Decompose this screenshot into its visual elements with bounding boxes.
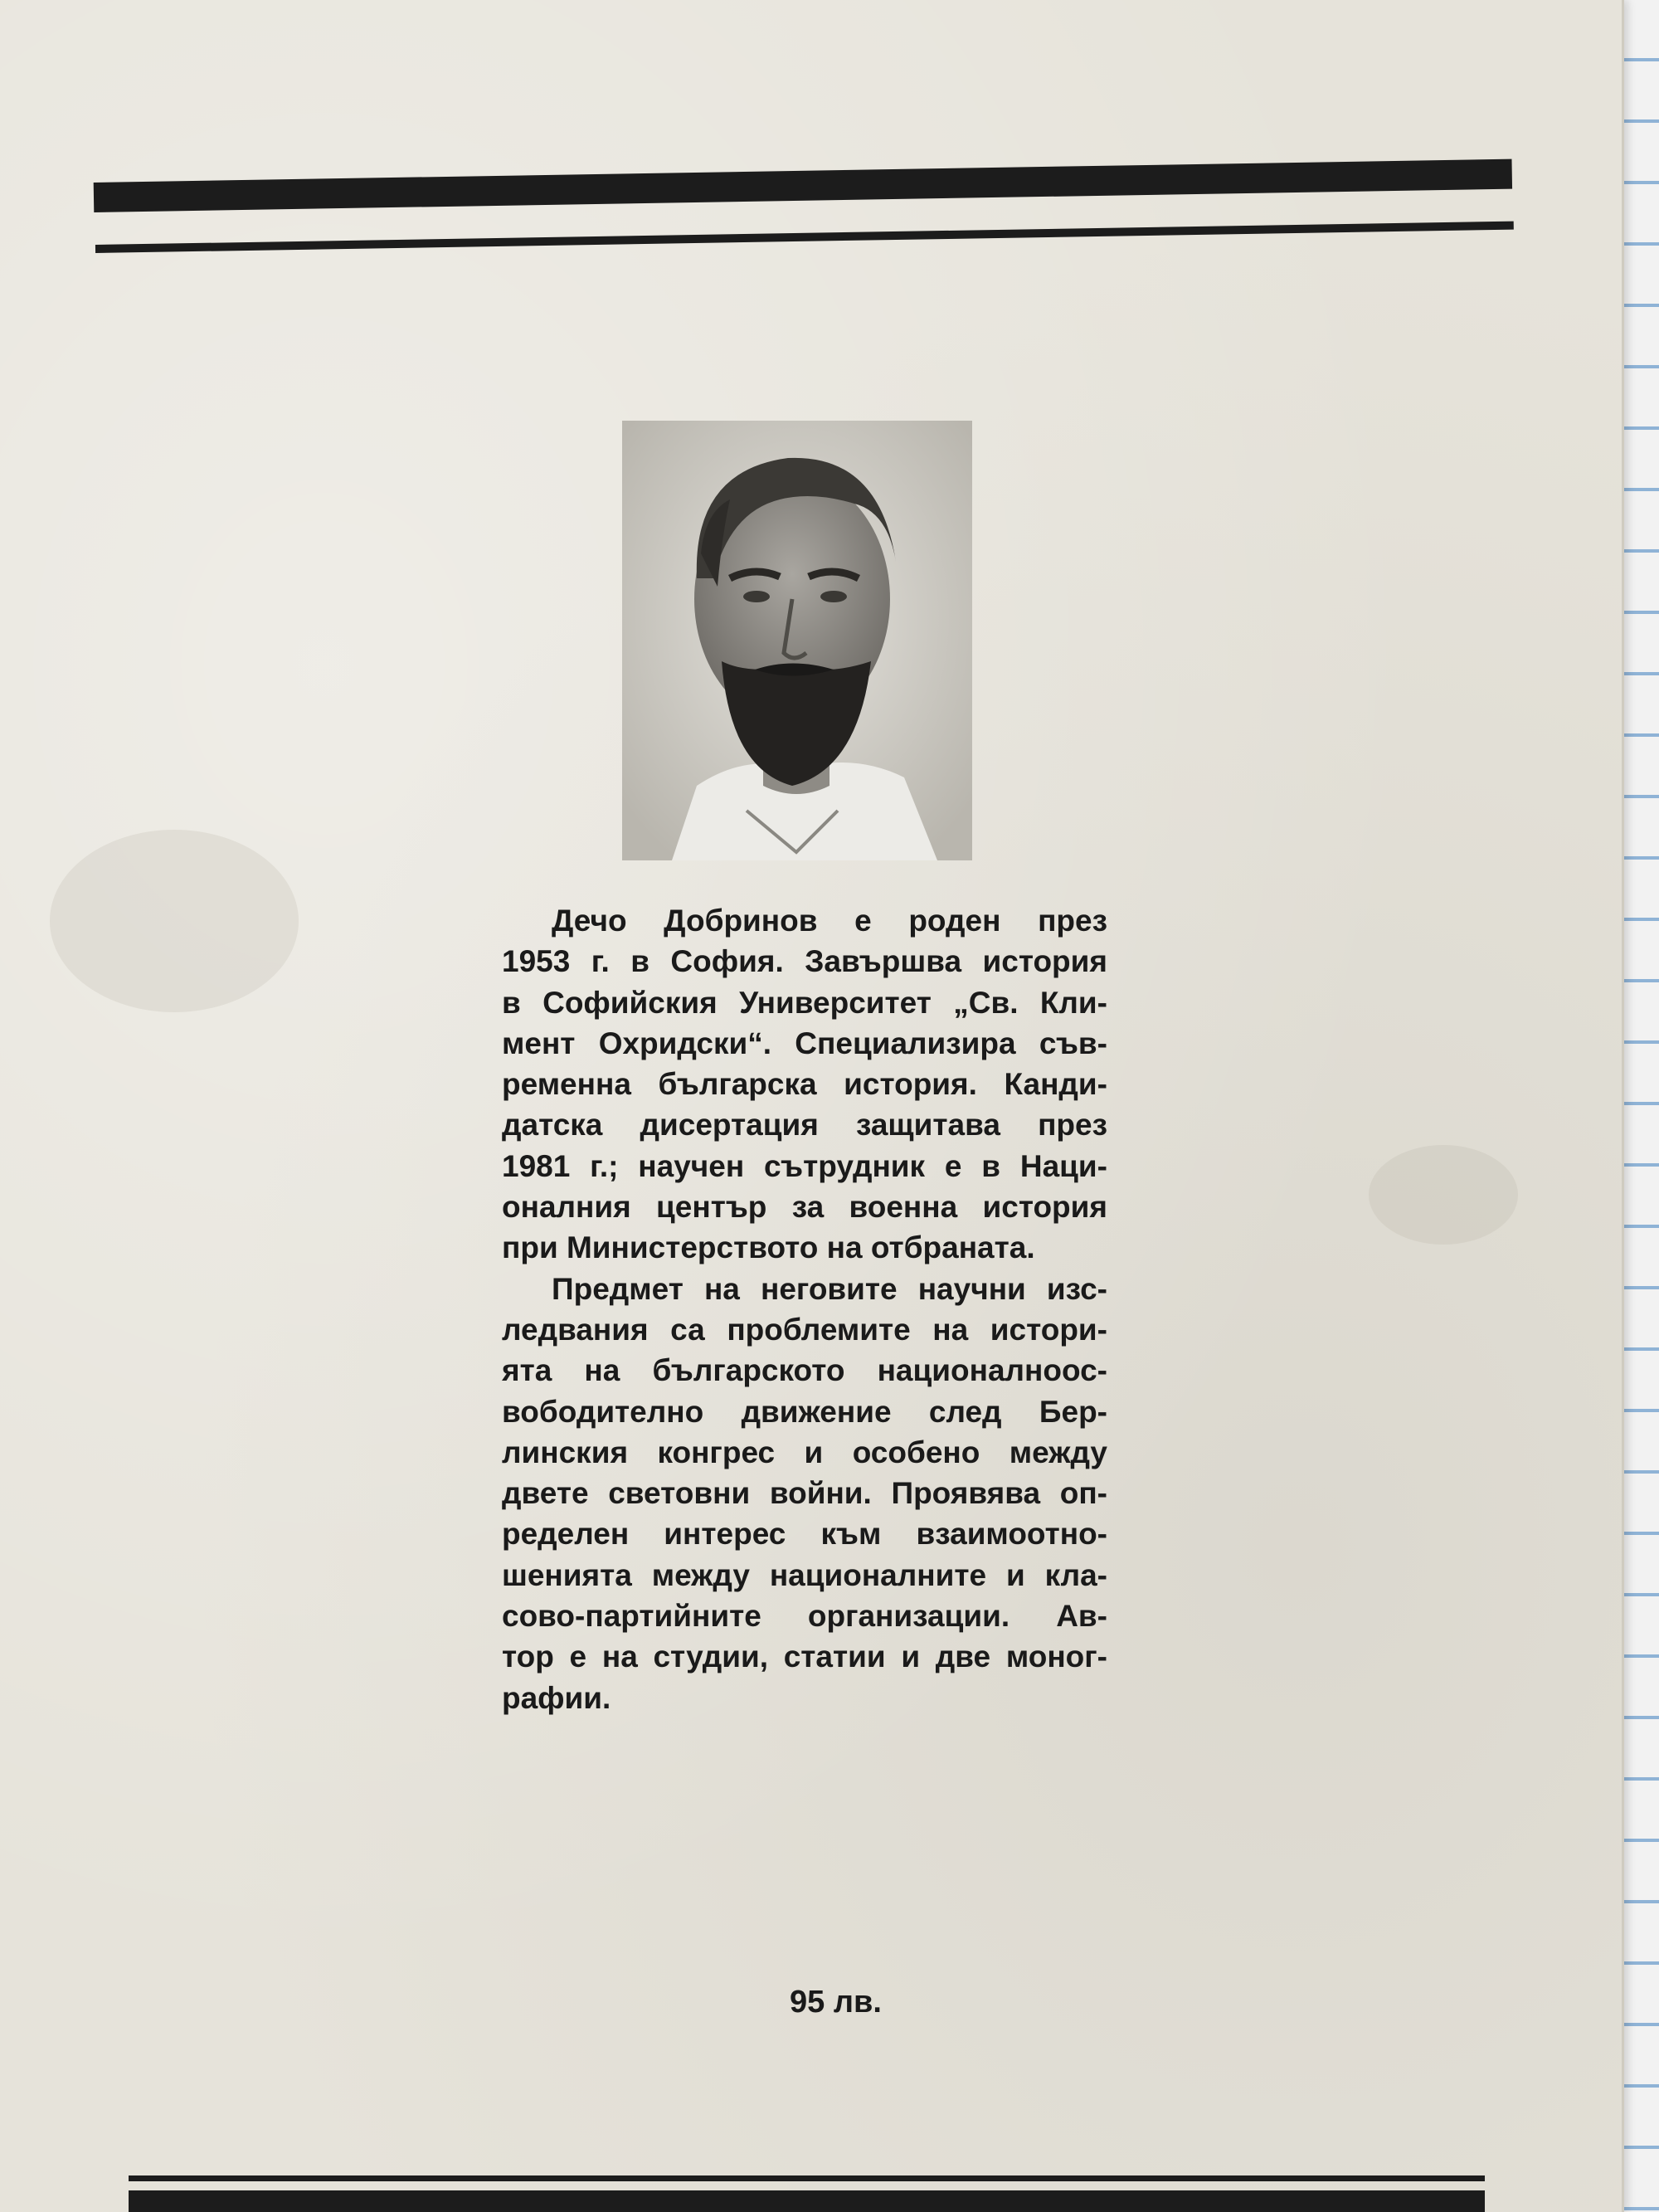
bio-line: Предмет на неговите научни изс- (552, 1271, 1107, 1306)
bio-line: линския конгрес и особено между (502, 1435, 1107, 1469)
paper-stain (1369, 1145, 1518, 1245)
bio-line: ледвания са проблемите на истори- (502, 1312, 1107, 1347)
price-label: 95 лв. (790, 1985, 882, 2020)
top-rule-thin (95, 222, 1514, 253)
bio-line: датска дисертация защитава през (502, 1108, 1107, 1143)
bio-paragraph-2 (502, 1269, 1107, 1718)
bio-line: сово-партийните организации. Ав- (502, 1599, 1107, 1634)
paper-stain (50, 830, 299, 1012)
bottom-rule-thick (129, 2190, 1485, 2212)
bio-line: двете световни войни. Проявява оп- (502, 1476, 1107, 1511)
bio-line: 1981 г.; научен сътрудник е в Наци- (502, 1148, 1107, 1183)
bio-line: мент Охридски“. Специализира съв- (502, 1026, 1107, 1060)
bio-line: ределен интерес към взаимоотно- (502, 1517, 1107, 1552)
bio-line: ременна българска история. Канди- (502, 1067, 1107, 1102)
bio-line: при Министерството на отбраната. (502, 1230, 1035, 1265)
bio-line: ята на българското националноос- (502, 1353, 1107, 1388)
bottom-rule-thin (129, 2175, 1485, 2181)
top-rule-thick (94, 159, 1512, 212)
author-portrait (622, 421, 972, 860)
author-biography (502, 900, 1107, 1718)
bio-line: шенията между националните и кла- (502, 1557, 1107, 1592)
author-portrait-drawing (622, 421, 972, 860)
bio-line: в Софийския Университет „Св. Кли- (502, 985, 1107, 1020)
bio-line: тор е на студии, статии и две моног- (502, 1640, 1107, 1674)
bio-line: рафии. (502, 1680, 611, 1715)
bio-paragraph-1 (502, 900, 1107, 1269)
bio-line: вободително движение след Бер- (502, 1394, 1107, 1429)
bio-line: Дечо Добринов е роден през (552, 904, 1107, 938)
bio-line: оналния център за военна история (502, 1190, 1107, 1225)
bio-line: 1953 г. в София. Завършва история (502, 944, 1107, 979)
